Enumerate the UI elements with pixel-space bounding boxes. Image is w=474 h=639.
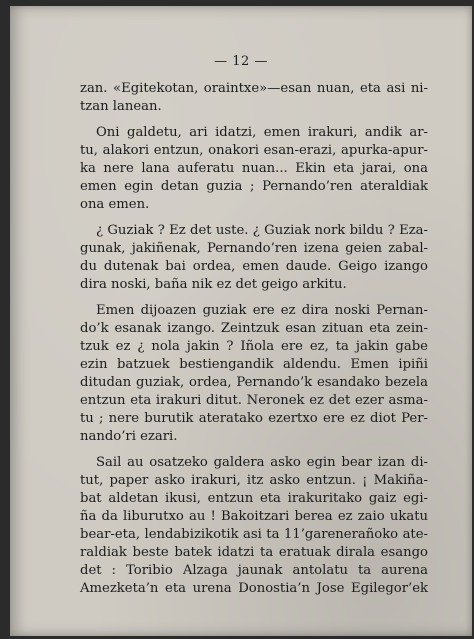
text-line: ona emen. [80,197,150,212]
text-line: du dutenak bai ordea, emen daude. Geigo izango [80,259,428,274]
text-line: ka nere lana auferatu nuan... Ekin eta jarai, ona [80,161,428,176]
text-line: tzuk ez ¿ nola jakin ? Iñola ere ez, ta jakin gabe [80,339,428,354]
text-line: ditudan guziak, ordea, Pernando’k esandako bezela [80,375,428,390]
paragraph [80,454,428,598]
text-line: dira noski, baña nik ez det geigo arkitu. [80,277,347,292]
text-line: Oni galdetu, ari idatzi, emen irakuri, andik ar- [96,125,428,140]
page-number: — 12 — [214,54,268,69]
book-page [10,6,472,636]
text-line: bear-eta, lendabizikotik asi ta 11’garenerañoko ate- [80,527,428,542]
text-line: tu ; nere burutik ateratako ezertxo ere ez diot Per- [80,411,428,426]
text-line: det : Toribio Alzaga jaunak antolatu ta aurena [80,563,428,578]
paragraph [80,222,428,294]
paragraph [80,80,428,116]
text-line: ña da liburutxo au ! Bakoitzari berea ez zaio ukatu [80,509,428,524]
text-line: do’k esanak izango. Zeintzuk esan zituan eta zein- [80,321,428,336]
paragraph [80,124,428,214]
text-line: tut, paper asko irakuri, itz asko entzun. ¡ Makiña- [80,473,428,488]
text-line: emen egin detan guzia ; Pernando’ren ateraldiak [80,179,428,194]
text-line: gunak, jakiñenak, Pernando’ren izena geien zabal- [80,241,428,256]
text-line: tzan lanean. [80,99,162,114]
text-line: Emen dijoazen guziak ere ez dira noski Pernan- [96,303,428,318]
text-line: ezin batzuek bestiengandik aldendu. Emen ipiñi [80,357,428,372]
text-line: nando’ri ezari. [80,429,178,444]
body-text [80,80,428,606]
text-line: ¿ Guziak ? Ez det uste. ¿ Guziak nork bildu ? Eza- [96,223,428,238]
text-line: Sail au osatzeko galdera asko egin bear izan di- [96,455,428,470]
text-line: Amezketa’n eta urena Donostia’n Jose Egilegor’ek [80,581,428,596]
text-line: bat aldetan ikusi, entzun eta irakuritako gaiz egi- [80,491,428,506]
text-line: tu, alakori entzun, onakori esan-erazi, apurka-apur- [80,143,428,158]
text-line: zan. «Egitekotan, oraintxe»—esan nuan, eta asi ni- [80,81,428,96]
paragraph [80,302,428,446]
text-line: raldiak beste batek idatzi ta eratuak dirala esango [80,545,428,560]
text-line: entzun eta irakuri ditut. Neronek ez det ezer asma- [80,393,428,408]
